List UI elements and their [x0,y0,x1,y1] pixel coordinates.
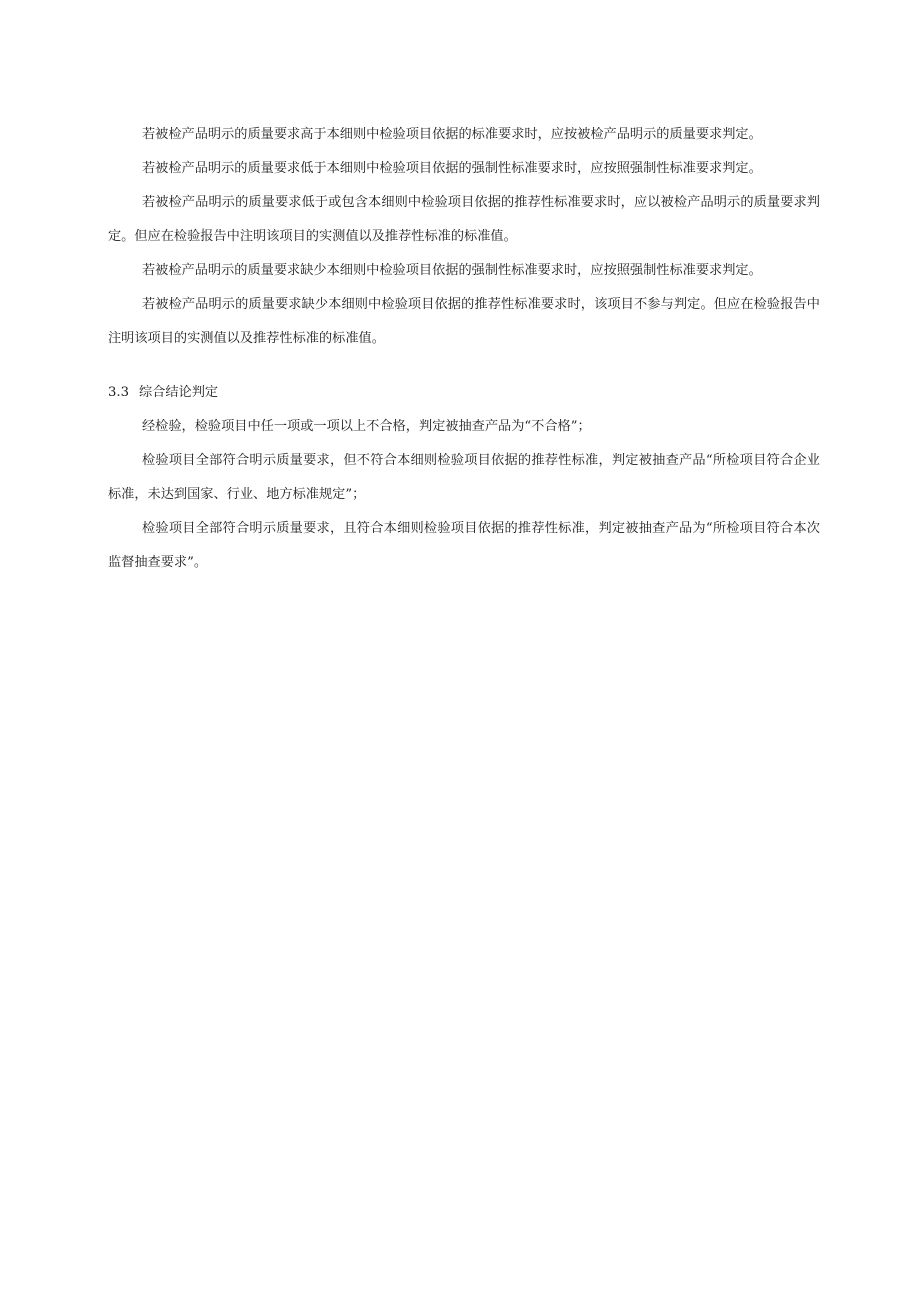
paragraph-missing-recommended: 若被检产品明示的质量要求缺少本细则中检验项目依据的推荐性标准要求时，该项目不参与判定。但应在检验报告中注明该项目的实测值以及推荐性标准的标准值。 [108,297,820,346]
section-title: 综合结论判定 [138,385,219,400]
document-page [108,118,820,580]
section-heading-3-3 [108,376,820,410]
paragraph-unqualified: 经检验，检验项目中任一项或一项以上不合格，判定被抽查产品为“不合格”； [142,419,591,434]
paragraph-meets-inspection-requirements: 检验项目全部符合明示质量要求，且符合本细则检验项目依据的推荐性标准，判定被抽查产品为“所检项目符合本次监督抽查要求”。 [108,521,820,570]
paragraph-missing-mandatory: 若被检产品明示的质量要求缺少本细则中检验项目依据的强制性标准要求时，应按照强制性标准要求判定。 [142,263,762,278]
paragraph-higher-than-standard: 若被检产品明示的质量要求高于本细则中检验项目依据的标准要求时，应按被检产品明示的质量要求判定。 [142,127,762,142]
paragraph-lower-than-mandatory: 若被检产品明示的质量要求低于本细则中检验项目依据的强制性标准要求时，应按照强制性标准要求判定。 [142,161,762,176]
section-number: 3.3 [108,385,129,400]
paragraph-meets-enterprise-standard: 检验项目全部符合明示质量要求，但不符合本细则检验项目依据的推荐性标准，判定被抽查产品“所检项目符合企业标准，未达到国家、行业、地方标准规定”； [108,453,820,502]
paragraph-lower-or-containing-recommended: 若被检产品明示的质量要求低于或包含本细则中检验项目依据的推荐性标准要求时，应以被检产品明示的质量要求判定。但应在检验报告中注明该项目的实测值以及推荐性标准的标准值。 [108,195,820,244]
